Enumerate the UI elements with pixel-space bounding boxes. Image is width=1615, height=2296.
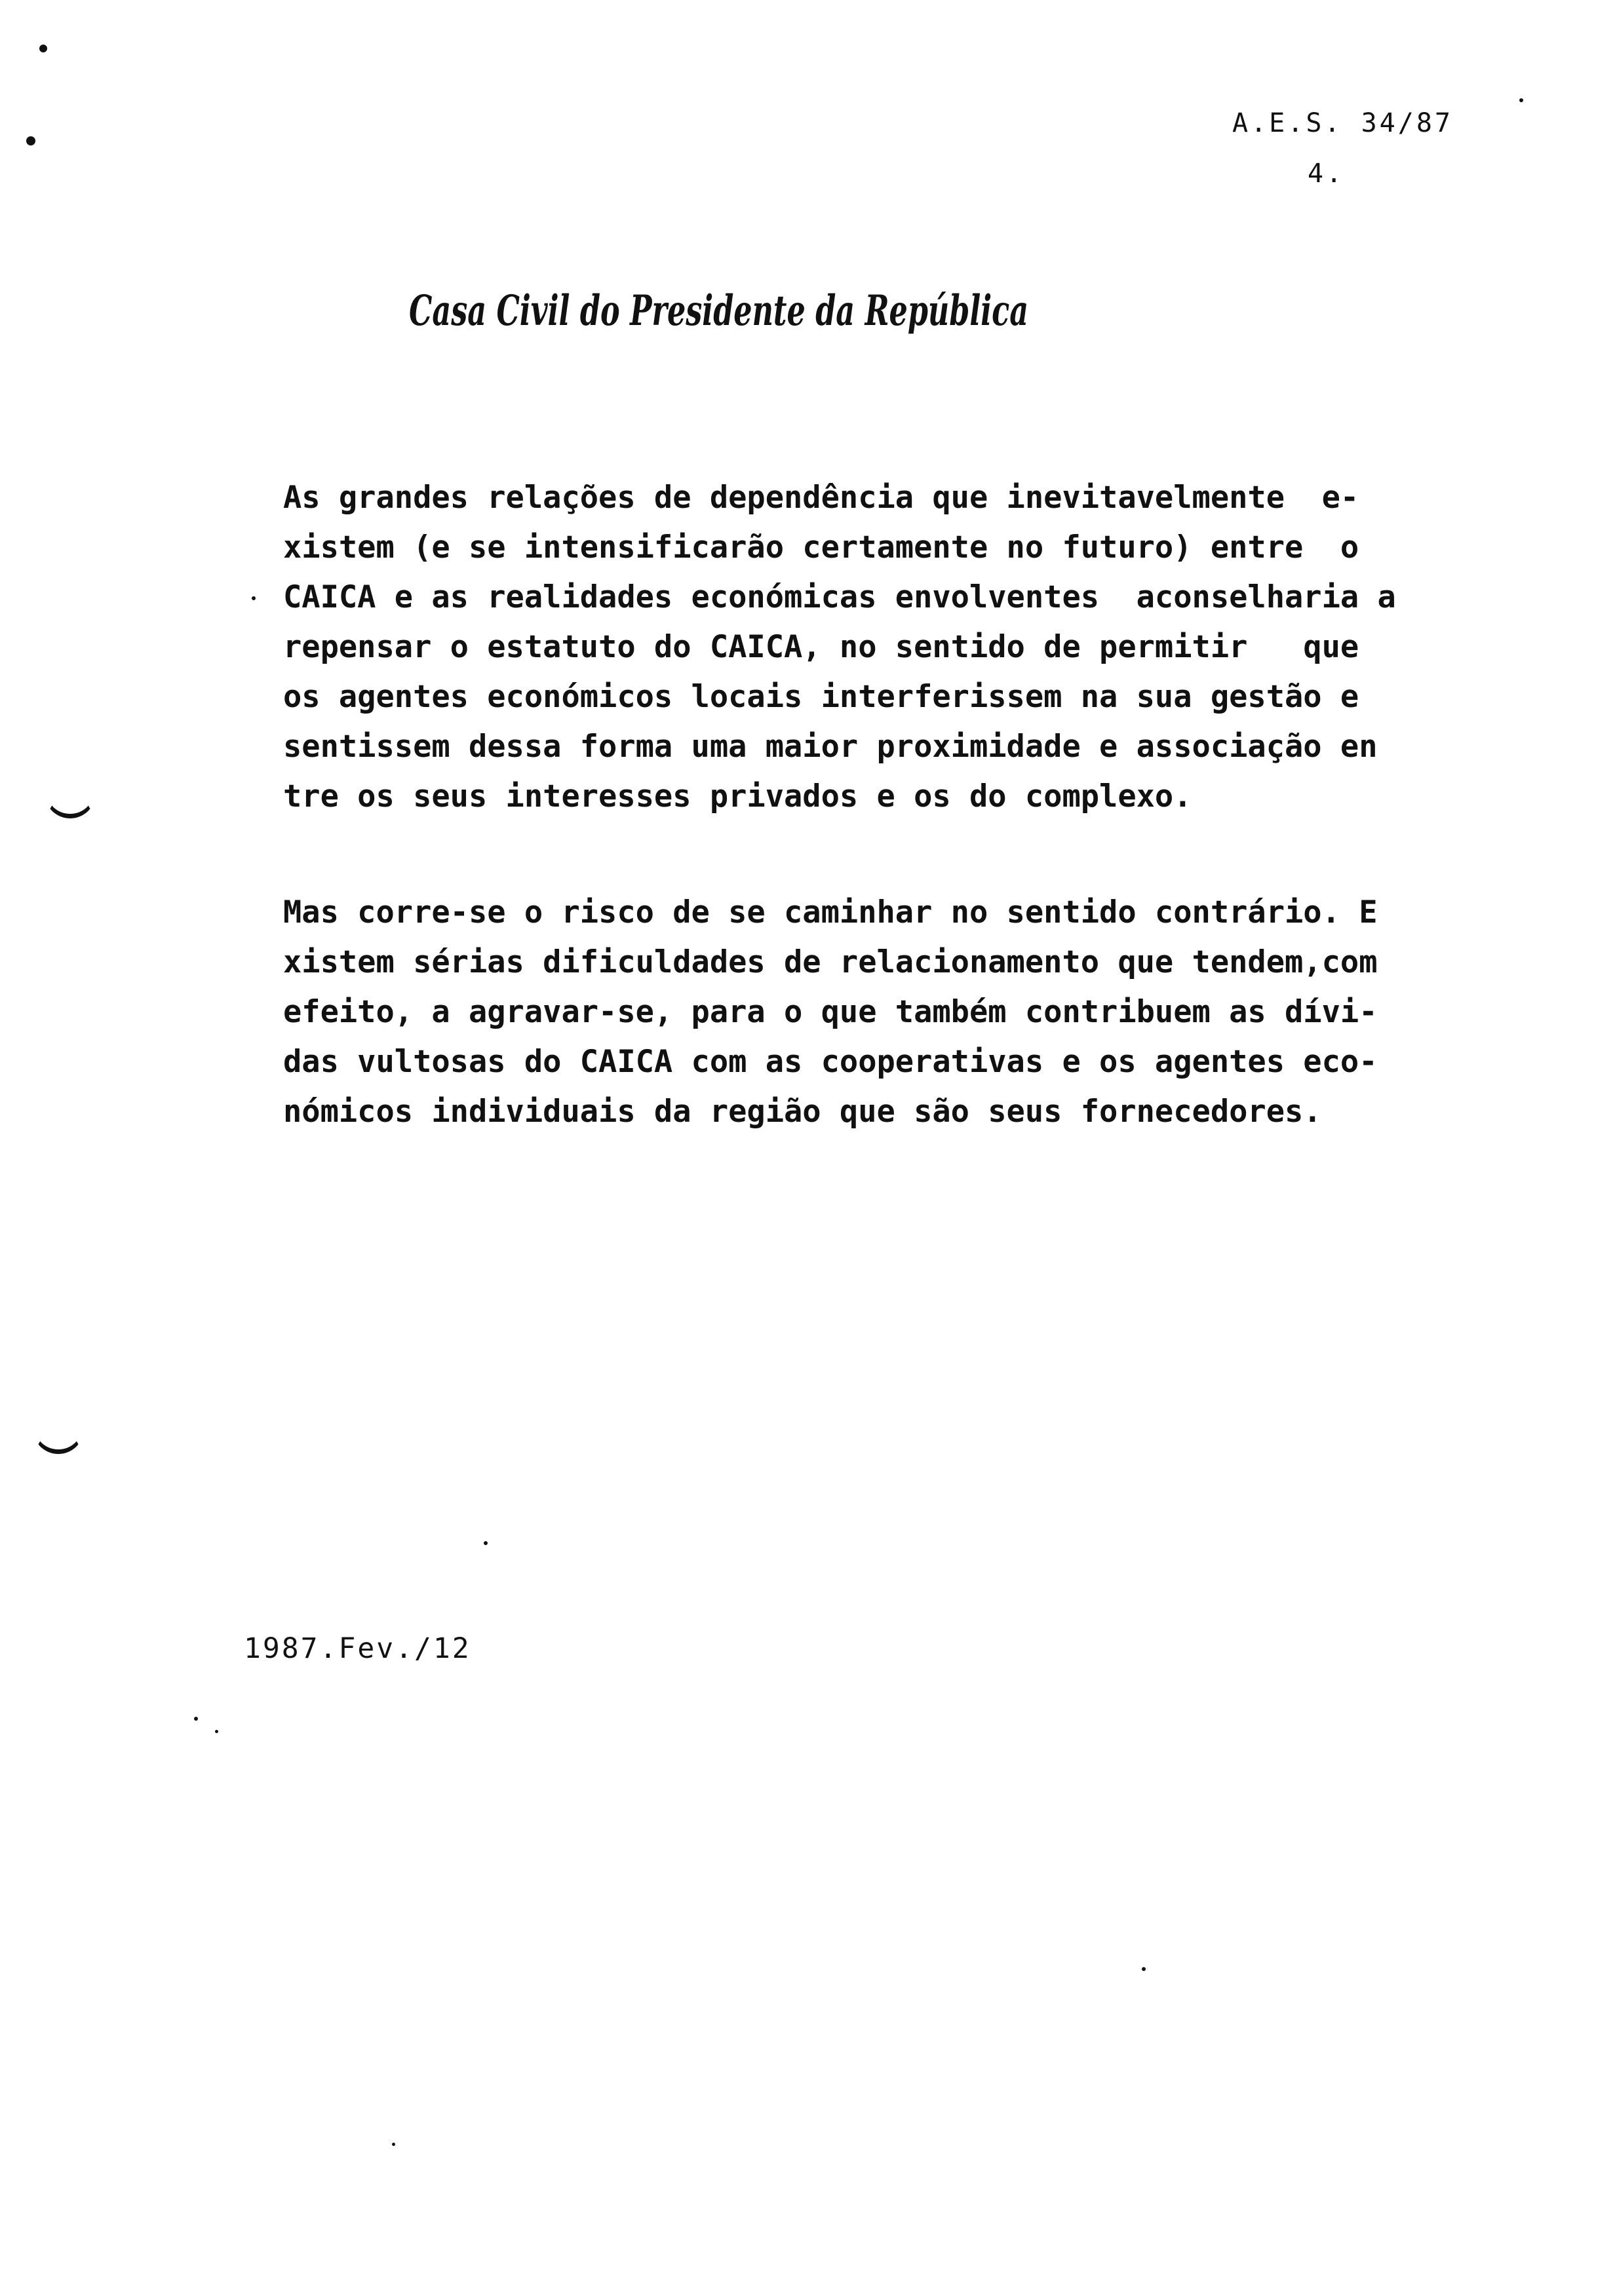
scan-speck — [26, 136, 35, 145]
scan-speck — [194, 1717, 198, 1721]
paragraph-line: sentissem dessa forma uma maior proximidade e associação en — [283, 729, 1378, 765]
paragraph-line: As grandes relações de dependência que inevitavelmente e- — [283, 480, 1359, 516]
paragraph-line: tre os seus interesses privados e os do complexo. — [283, 778, 1192, 814]
scan-speck — [39, 45, 47, 52]
scan-speck — [1519, 98, 1523, 102]
paragraph-line: das vultosas do CAICA com as cooperativas e os agentes eco- — [283, 1044, 1378, 1080]
paragraph-line: CAICA e as realidades económicas envolventes aconselharia a — [283, 579, 1396, 615]
letterhead-text: Casa Civil do Presidente da República — [409, 286, 1028, 335]
paragraph-1 — [283, 473, 1437, 822]
letterhead-calligraphy — [406, 261, 1036, 359]
binder-mark — [45, 785, 96, 818]
scan-speck — [215, 1730, 218, 1733]
paragraph-line: xistem (e se intensificarão certamente no futuro) entre o — [283, 529, 1359, 565]
paragraph-line: efeito, a agravar-se, para o que também contribuem as dívi- — [283, 994, 1378, 1030]
scan-speck — [252, 596, 256, 600]
paragraph-line: xistem sérias dificuldades de relacionamento que tendem,com — [283, 944, 1378, 980]
paragraph-line: repensar o estatuto do CAICA, no sentido de permitir que — [283, 629, 1359, 665]
letterhead — [406, 261, 1036, 359]
document-date: 1987.Fev./12 — [244, 1632, 471, 1665]
paragraph-line: nómicos individuais da região que são seus fornecedores. — [283, 1094, 1322, 1130]
document-reference: A.E.S. 34/87 — [1232, 108, 1453, 138]
scan-speck — [1142, 1967, 1146, 1971]
paragraph-line: os agentes económicos locais interferissem na sua gestão e — [283, 679, 1359, 715]
scan-speck — [392, 2143, 395, 2146]
scan-speck — [484, 1541, 488, 1545]
paragraph-line: Mas corre-se o risco de se caminhar no sentido contrário. E — [283, 894, 1378, 930]
page-number: 4. — [1308, 159, 1345, 189]
binder-mark — [33, 1421, 84, 1454]
paragraph-2 — [283, 888, 1437, 1137]
